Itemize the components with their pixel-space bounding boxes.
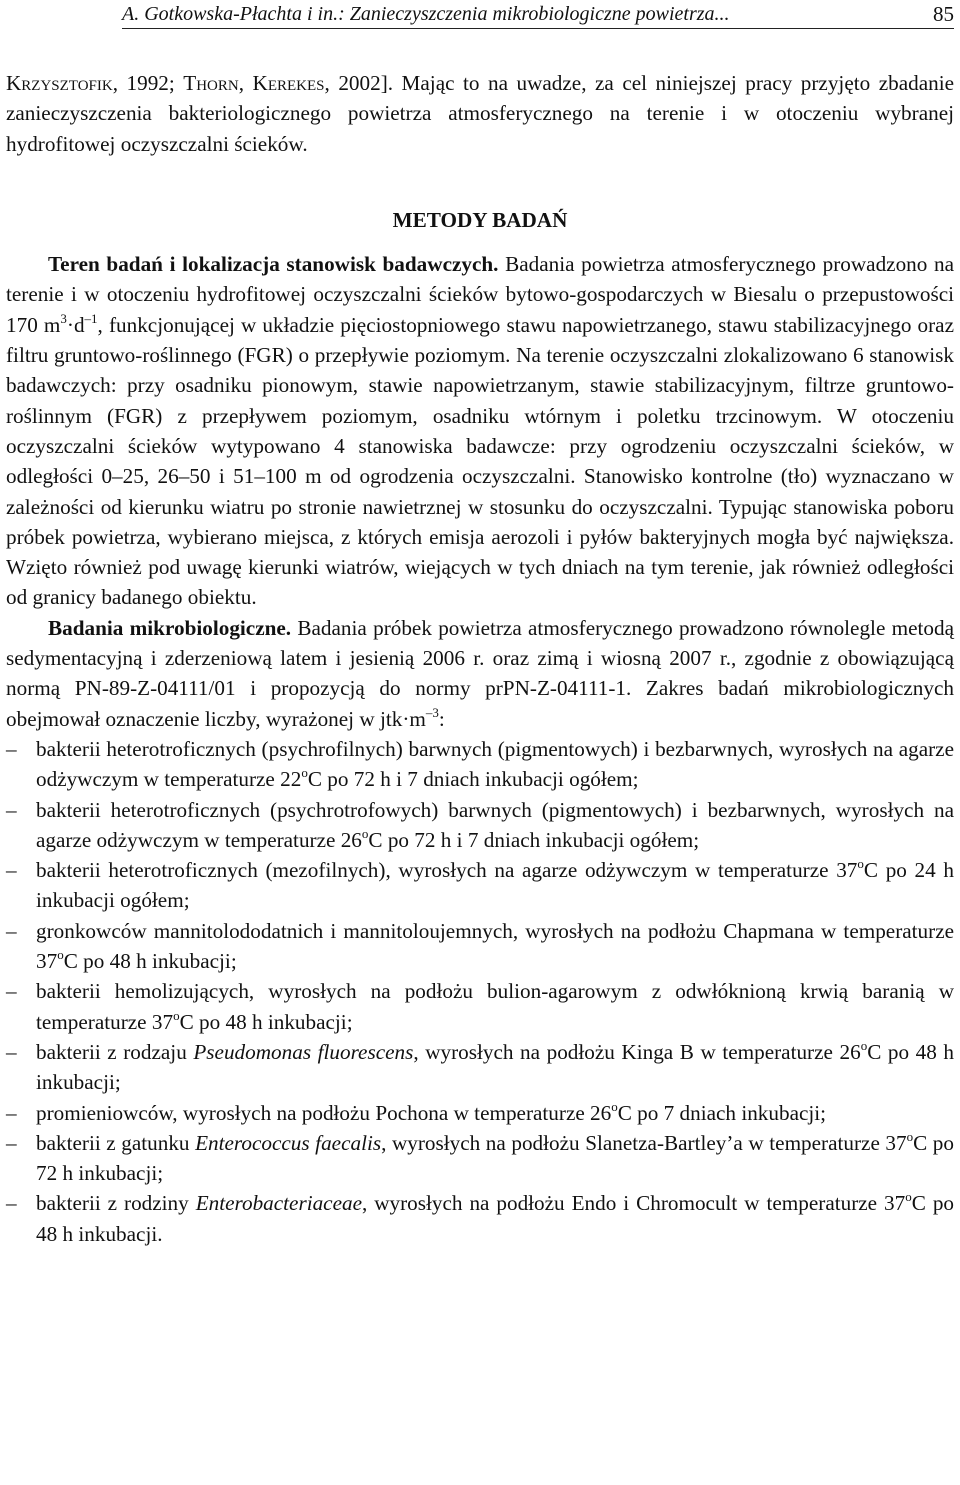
citation-separator: , bbox=[238, 71, 253, 95]
citation-author: Kerekes bbox=[252, 71, 325, 95]
superscript: –3 bbox=[425, 704, 439, 720]
citation-author: Krzysztofik bbox=[6, 71, 113, 95]
list-item-text: C po 72 h inkubacji; bbox=[36, 1130, 954, 1186]
list-item-text: bakterii heterotroficznych (mezofilnych), wyrosłych na agarze odżywczym w temperaturze 37 bbox=[36, 858, 858, 883]
list-item-text: C po 72 h i 7 dniach inkubacji ogółem; bbox=[368, 827, 700, 852]
degree-superscript: o bbox=[301, 765, 308, 781]
list-item-text: C po 72 h i 7 dniach inkubacji ogółem; bbox=[307, 767, 639, 792]
list-item-text: , wyrosłych na podłożu Endo i Chromocult w temperaturze 37 bbox=[361, 1191, 906, 1216]
list-item bbox=[6, 734, 954, 795]
list-item-text: C po 48 h inkubacji; bbox=[179, 1009, 353, 1034]
degree-superscript: o bbox=[906, 1128, 914, 1144]
list-item bbox=[6, 1188, 954, 1249]
list-item-text: bakterii heterotroficznych (psychrotrofowych) barwnych (pigmentowych) i bezbarwnych, wyrosłych na agarze odżywczym w temperaturze 26 bbox=[36, 797, 954, 852]
degree-superscript: o bbox=[361, 825, 369, 841]
list-item-text: gronkowców mannitolododatnich i mannitoloujemnych, wyrosłych na podłożu Chapmana w temperaturze 37 bbox=[36, 918, 954, 974]
list-item-text: C po 48 h inkubacji; bbox=[36, 1039, 954, 1095]
subsection-heading: Teren badań i lokalizacja stanowisk badawczych. bbox=[48, 252, 499, 277]
dash-bullet: – bbox=[6, 1191, 17, 1216]
list-item-text: , wyrosłych na podłożu Kinga B w temperaturze 26 bbox=[413, 1039, 861, 1064]
running-header bbox=[122, 2, 954, 29]
degree-superscript: o bbox=[611, 1098, 618, 1114]
list-item-text: bakterii z rodzaju bbox=[36, 1039, 194, 1064]
degree-superscript: o bbox=[905, 1189, 912, 1205]
taxon-name: Enterococcus faecalis bbox=[195, 1130, 382, 1155]
degree-superscript: o bbox=[857, 856, 864, 872]
section-title: METODY BADAŃ bbox=[392, 207, 568, 232]
microbiology-paragraph bbox=[6, 613, 954, 734]
degree-superscript: o bbox=[860, 1037, 868, 1053]
page-number: 85 bbox=[933, 2, 954, 26]
list-item-text: bakterii hemolizujących, wyrosłych na podłożu bulion-agarowym z odwłóknioną krwią baranią w temperaturze 37 bbox=[36, 979, 954, 1034]
list-item bbox=[6, 976, 954, 1037]
degree-superscript: o bbox=[57, 947, 64, 963]
list-item-text: C po 24 h inkubacji ogółem; bbox=[36, 858, 954, 913]
taxon-name: Enterobacteriaceae bbox=[195, 1191, 362, 1216]
superscript: 3 bbox=[60, 310, 67, 326]
dash-bullet: – bbox=[6, 736, 17, 761]
list-item bbox=[6, 795, 954, 856]
dash-bullet: – bbox=[6, 797, 17, 822]
list-item bbox=[6, 1128, 954, 1189]
intro-text: , 2002]. Mając to na uwadze, za cel niniejszej pracy przyjęto zbadanie zanieczyszczenia bakteriologicznego powietrza atmosferycznego na terenie i w otoczeniu wybranej hydrofitowej oczyszczalni ścieków. bbox=[6, 71, 954, 156]
list-item-text: C po 48 h inkubacji. bbox=[36, 1191, 955, 1246]
list-item-text: C po 7 dniach inkubacji; bbox=[617, 1100, 827, 1125]
study-area-paragraph bbox=[6, 249, 954, 613]
dash-bullet: – bbox=[6, 1130, 17, 1155]
paragraph-text: ·d bbox=[66, 312, 85, 337]
dash-bullet: – bbox=[6, 918, 17, 943]
list-item-text: , wyrosłych na podłożu Slanetza-Bartley’a w temperaturze 37 bbox=[381, 1130, 907, 1155]
citation-year: , 1992; bbox=[112, 71, 184, 95]
bacteria-list bbox=[6, 734, 954, 1249]
list-item-text: C po 48 h inkubacji; bbox=[63, 949, 237, 974]
dash-bullet: – bbox=[6, 1039, 17, 1064]
paragraph-text: , funkcjonującej w układzie pięciostopniowego stawu napowietrzanego, stawu stabilizacyjnego oraz filtru gruntowo-roślinnego (FGR) o przepływie poziomym. Na terenie oczyszczalni zlokalizowano 6 stanowisk badawczych: przy osadniku pionowym, stawie napowietrzanym, stawie stabilizacyjnym, filtrze gruntowo-roślinnym (FGR) z przepływem poziomym, osadniku wtórnym i poletku trzcinowym. W otoczeniu oczyszczalni ścieków wytypowano 4 stanowiska badawcze: przy ogrodzeniu oczyszczalni ścieków, w odległości 0–25, 26–50 i 51–100 m od ogrodzenia oczyszczalni. Stanowisko kontrolne (tło) wyznaczano w zależności od kierunku wiatru po stronie nawietrznej w stosunku do oczyszczalni. Typując stanowiska poboru próbek powietrza, wybierano miejsca, z których emisja aerozoli i pyłów bakteryjnych mogła być największa. Wzięto również pod uwagę kierunki wiatrów, wiejących w tych dniach na tym terenie, jak również odległości od granicy badanego obiektu. bbox=[6, 312, 954, 610]
paragraph-text: Badania próbek powietrza atmosferycznego prowadzono równolegle metodą sedymentacyjną i zderzeniową latem i jesienią 2006 r. oraz zimą i wiosną 2007 r., zgodnie z obowiązującą normą PN-89-Z-04111/01 i propozycją do normy prPN-Z-04111-1. Zakres badań mikrobiologicznych obejmował oznaczenie liczby, wyrażonej w jtk·m bbox=[6, 615, 954, 731]
taxon-name: Pseudomonas fluorescens bbox=[193, 1039, 414, 1064]
degree-superscript: o bbox=[173, 1007, 180, 1023]
running-title: A. Gotkowska-Płachta i in.: Zanieczyszczenia mikrobiologiczne powietrza... bbox=[122, 3, 730, 25]
paragraph-text: Badania powietrza atmosferycznego prowadzono na terenie i w otoczeniu hydrofitowej oczyszczalni ścieków bytowo-gospodarczych w Biesalu o przepustowości 170 m bbox=[6, 252, 954, 337]
list-item bbox=[6, 1037, 954, 1098]
list-item-text: promieniowców, wyrosłych na podłożu Pochona w temperaturze 26 bbox=[36, 1100, 612, 1125]
dash-bullet: – bbox=[6, 979, 17, 1004]
paragraph-text: : bbox=[438, 706, 445, 731]
list-item-text: bakterii z rodziny bbox=[36, 1191, 196, 1216]
subsection-heading: Badania mikrobiologiczne. bbox=[48, 615, 292, 640]
dash-bullet: – bbox=[6, 858, 17, 883]
list-item-text: bakterii z gatunku bbox=[36, 1130, 196, 1155]
list-item-text: bakterii heterotroficznych (psychrofilnych) barwnych (pigmentowych) i bezbarwnych, wyrosłych na agarze odżywczym w temperaturze 22 bbox=[36, 736, 954, 792]
citation-author: Thorn bbox=[183, 71, 239, 95]
superscript: –1 bbox=[84, 310, 98, 326]
list-item bbox=[6, 855, 954, 916]
dash-bullet: – bbox=[6, 1100, 17, 1125]
list-item bbox=[6, 1098, 954, 1128]
intro-paragraph bbox=[6, 68, 954, 159]
page-content bbox=[6, 68, 954, 1249]
list-item bbox=[6, 916, 954, 977]
